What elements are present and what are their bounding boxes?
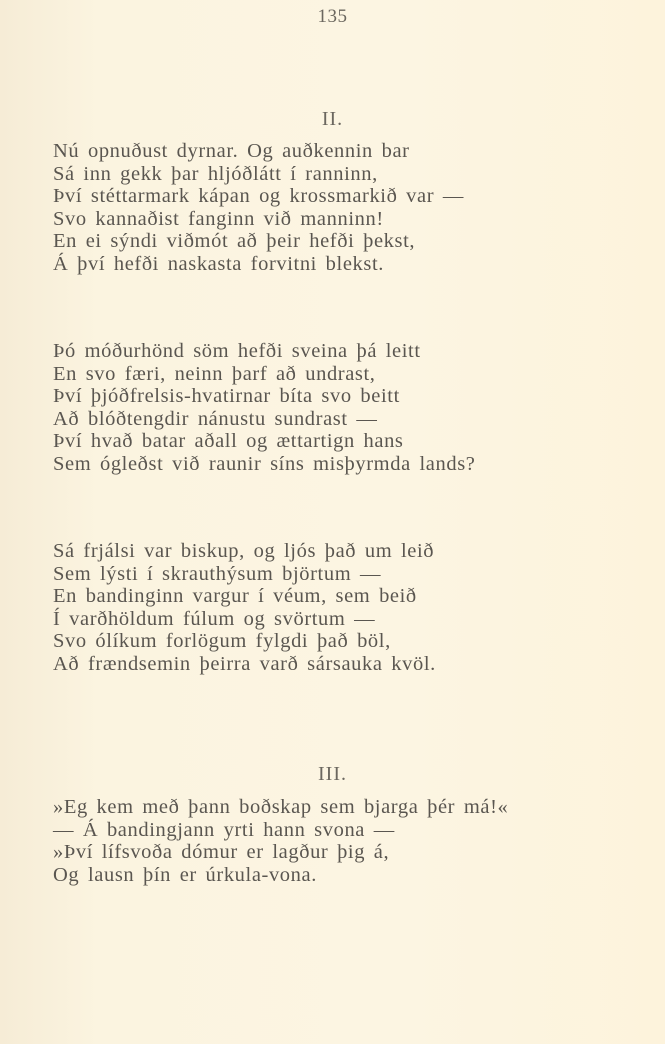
poem-line: Því þjóðfrelsis-hvatirnar bíta svo beitt — [53, 385, 400, 407]
stanza-1 — [53, 140, 464, 275]
poem-line: Svo ólíkum forlögum fylgdi það böl, — [53, 630, 391, 652]
poem-line: — Á bandingjann yrti hann svona — — [53, 818, 395, 841]
stanza-4 — [53, 796, 508, 886]
poem-line: Sem lýsti í skrauthýsum björtum — — [53, 562, 382, 585]
poem-line: Að frændsemin þeirra varð sársauka kvöl. — [53, 652, 436, 675]
stanza-2 — [53, 340, 475, 475]
poem-line: Því stéttarmark kápan og krossmarkið var — — [53, 185, 464, 207]
poem-line: Þó móðurhönd söm hefði sveina þá leitt — [53, 340, 421, 362]
section-heading-ii: II. — [321, 108, 344, 130]
section-heading-iii: III. — [318, 763, 347, 785]
poem-line: En ei sýndi viðmót að þeir hefði þekst, — [53, 230, 416, 252]
poem-line: Því hvað batar aðall og ættartign hans — [53, 430, 404, 452]
page-number: 135 — [317, 6, 348, 27]
poem-line: Sem ógleðst við raunir síns misþyrmda lands? — [53, 452, 476, 475]
poem-line: En svo færi, neinn þarf að undrast, — [53, 362, 376, 385]
poem-line: Í varðhöldum fúlum og svörtum — — [53, 607, 376, 630]
poem-line: Sá frjálsi var biskup, og ljós það um leið — [53, 540, 435, 562]
poem-line: »Eg kem með þann boðskap sem bjarga þér má!« — [53, 796, 509, 818]
poem-line: Að blóðtengdir nánustu sundrast — — [53, 407, 378, 430]
poem-line: Sá inn gekk þar hljóðlátt í ranninn, — [53, 162, 378, 185]
poem-line: Á því hefði naskasta forvitni blekst. — [53, 252, 384, 275]
poem-line: En bandinginn vargur í véum, sem beið — [53, 585, 417, 607]
poem-line: Svo kannaðist fanginn við manninn! — [53, 207, 384, 230]
poem-line: »Því lífsvoða dómur er lagður þig á, — [53, 841, 390, 863]
poem-line: Nú opnuðust dyrnar. Og auðkennin bar — [53, 140, 410, 162]
poem-line: Og lausn þín er úrkula-vona. — [53, 863, 317, 886]
stanza-3 — [53, 540, 436, 675]
